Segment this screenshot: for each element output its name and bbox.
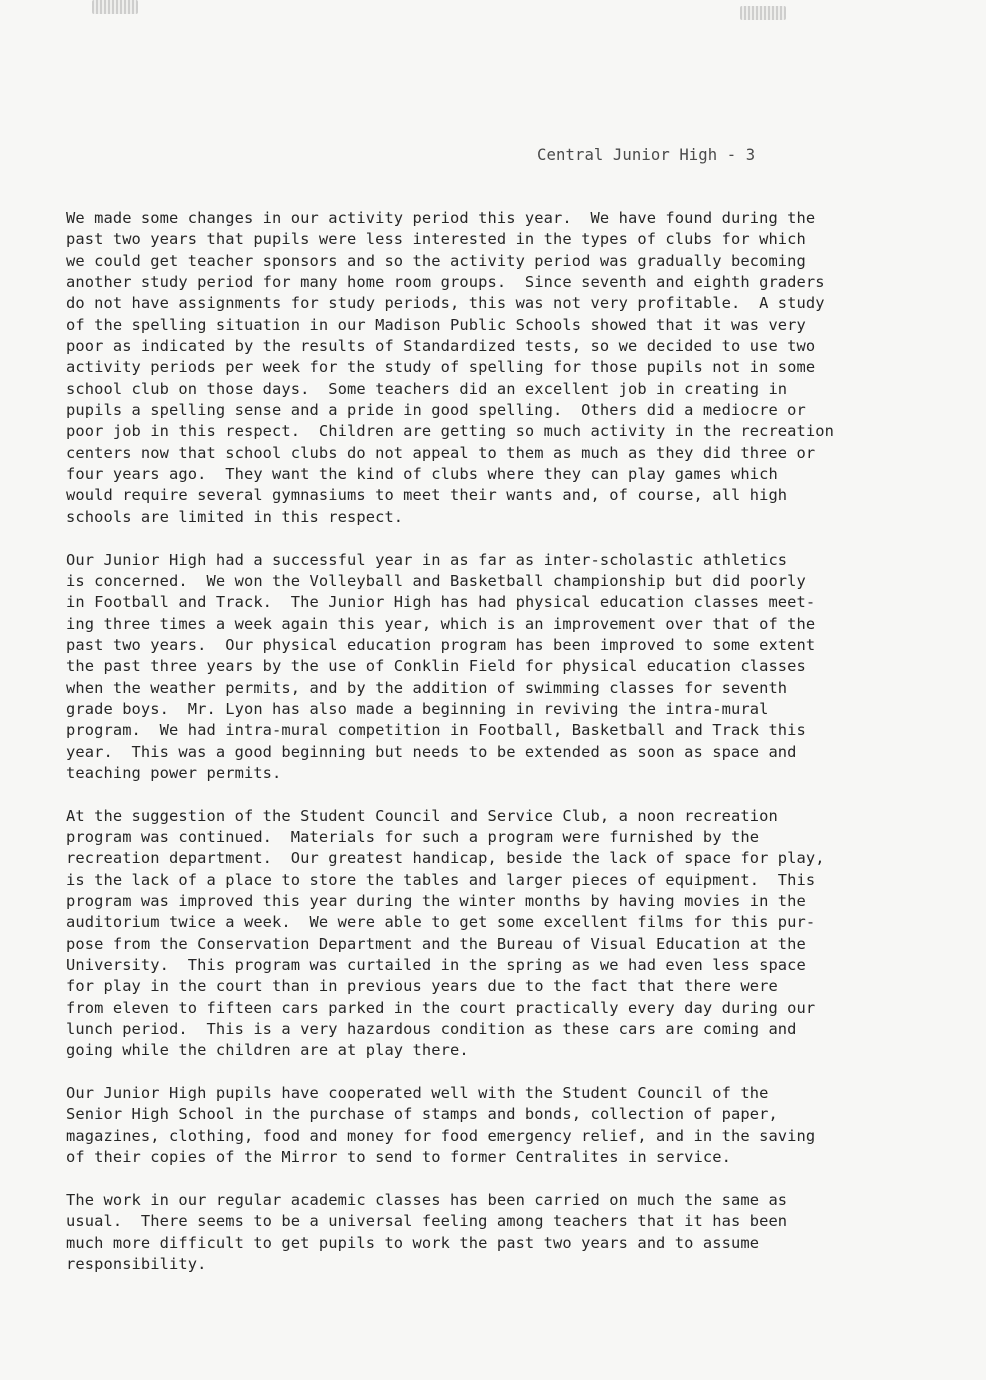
text-line: magazines, clothing, food and money for food emergency relief, and in the saving — [66, 1126, 816, 1145]
paragraph-2 — [66, 550, 956, 785]
text-line: in Football and Track. The Junior High has had physical education classes meet- — [66, 593, 816, 612]
text-line: program was improved this year during the winter months by having movies in the — [66, 892, 806, 910]
text-line: much more difficult to get pupils to work the past two years and to assume — [66, 1233, 760, 1252]
running-header: Central Junior High - 3 — [537, 146, 756, 164]
text-line: we could get teacher sponsors and so the activity period was gradually becoming — [66, 251, 806, 270]
text-line: for play in the court than in previous years due to the fact that there were — [66, 977, 778, 996]
text-line: is the lack of a place to store the tables and larger pieces of equipment. This — [66, 870, 816, 889]
text-line: is concerned. We won the Volleyball and Basketball championship but did poorly — [66, 571, 806, 590]
text-line: teaching power permits. — [66, 763, 282, 782]
text-line: auditorium twice a week. We were able to get some excellent films for this pur- — [66, 913, 816, 932]
text-line: At the suggestion of the Student Council and Service Club, a noon recreation — [66, 806, 778, 825]
text-line: Our Junior High pupils have cooperated well with the Student Council of the — [66, 1084, 769, 1103]
paragraph-3 — [66, 806, 956, 1062]
text-line: past two years that pupils were less interested in the types of clubs for which — [66, 230, 806, 249]
text-line: year. This was a good beginning but needs to be extended as soon as space and — [66, 742, 797, 761]
text-line: going while the children are at play there. — [66, 1041, 469, 1060]
text-line: pose from the Conservation Department and the Bureau of Visual Education at the — [66, 934, 806, 953]
text-line: activity periods per week for the study of spelling for those pupils not in some — [66, 358, 816, 377]
text-line: from eleven to fifteen cars parked in the court practically every day during our — [66, 998, 816, 1017]
text-line: program was continued. Materials for such a program were furnished by the — [66, 827, 760, 846]
text-line: recreation department. Our greatest handicap, beside the lack of space for play, — [66, 849, 825, 868]
text-line: another study period for many home room groups. Since seventh and eighth graders — [66, 273, 825, 292]
text-line: poor job in this respect. Children are getting so much activity in the recreation — [66, 422, 835, 441]
text-line: of their copies of the Mirror to send to former Centralites in service. — [66, 1148, 731, 1167]
text-line: The work in our regular academic classes has been carried on much the same as — [66, 1190, 788, 1209]
scan-smudge-right — [740, 6, 786, 20]
text-line: grade boys. Mr. Lyon has also made a beginning in reviving the intra-mural — [66, 699, 769, 718]
text-line: program. We had intra-mural competition in Football, Basketball and Track this — [66, 721, 806, 740]
paragraph-1 — [66, 208, 956, 528]
text-line: of the spelling situation in our Madison Public Schools showed that it was very — [66, 315, 806, 334]
document-body — [66, 208, 956, 1297]
text-line: do not have assignments for study periods, this was not very profitable. A study — [66, 294, 825, 313]
paragraph-4 — [66, 1083, 956, 1168]
scan-smudge-left — [92, 0, 138, 14]
text-line: the past three years by the use of Conklin Field for physical education classes — [66, 657, 806, 676]
text-line: schools are limited in this respect. — [66, 507, 404, 526]
text-line: past two years. Our physical education program has been improved to some extent — [66, 635, 816, 654]
text-line: when the weather permits, and by the addition of swimming classes for seventh — [66, 678, 788, 697]
text-line: ing three times a week again this year, which is an improvement over that of the — [66, 614, 816, 633]
paragraph-5 — [66, 1190, 956, 1275]
text-line: pupils a spelling sense and a pride in good spelling. Others did a mediocre or — [66, 401, 806, 420]
text-line: usual. There seems to be a universal feeling among teachers that it has been — [66, 1212, 788, 1231]
text-line: school club on those days. Some teachers did an excellent job in creating in — [66, 379, 788, 398]
text-line: Our Junior High had a successful year in as far as inter-scholastic athletics — [66, 550, 788, 569]
text-line: would require several gymnasiums to meet their wants and, of course, all high — [66, 486, 788, 505]
text-line: University. This program was curtailed in the spring as we had even less space — [66, 956, 806, 975]
text-line: Senior High School in the purchase of stamps and bonds, collection of paper, — [66, 1105, 778, 1124]
text-line: poor as indicated by the results of Standardized tests, so we decided to use two — [66, 337, 816, 356]
text-line: four years ago. They want the kind of clubs where they can play games which — [66, 465, 778, 484]
text-line: centers now that school clubs do not appeal to them as much as they did three or — [66, 443, 816, 462]
text-line: responsibility. — [66, 1254, 207, 1273]
text-line: lunch period. This is a very hazardous condition as these cars are coming and — [66, 1020, 797, 1039]
text-line: We made some changes in our activity period this year. We have found during the — [66, 209, 816, 227]
